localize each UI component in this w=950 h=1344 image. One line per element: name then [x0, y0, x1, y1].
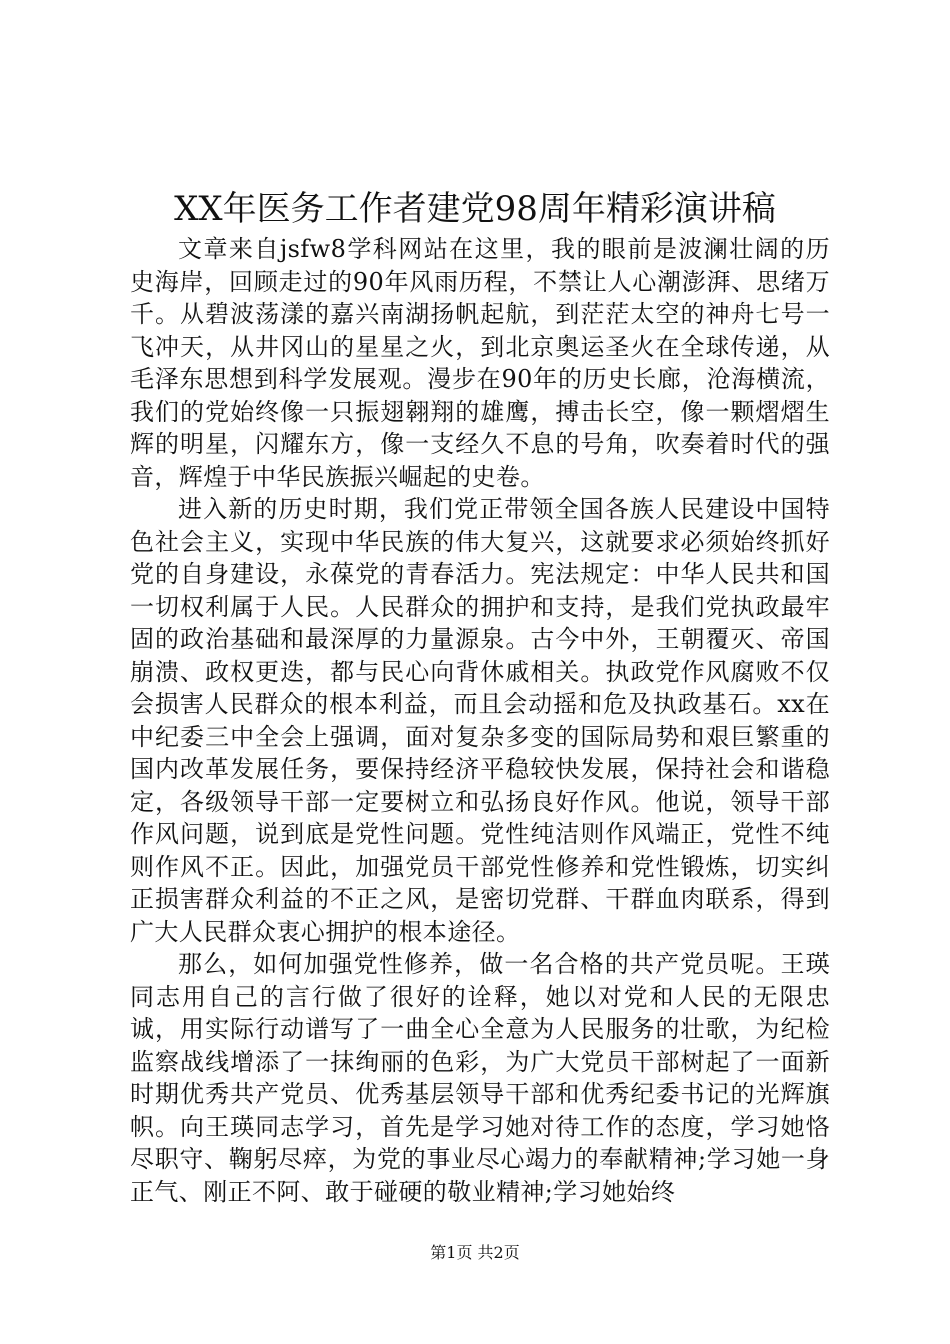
- page-number-footer: 第1页 共2页: [430, 1243, 520, 1262]
- document-body: [130, 233, 830, 1208]
- paragraph-3: 那么，如何加强党性修养，做一名合格的共产党员呢。王瑛同志用自己的言行做了很好的诠释，她以对党和人民的无限忠诚，用实际行动谱写了一曲全心全意为人民服务的壮歌，为纪检监察战线增添了一抹绚丽的色彩，为广大党员干部树起了一面新时期优秀共产党员、优秀基层领导干部和优秀纪委书记的光辉旗帜。向王瑛同志学习，首先是学习她对待工作的态度，学习她恪尽职守、鞠躬尽瘁，为党的事业尽心竭力的奉献精神;学习她一身正气、刚正不阿、敢于碰硬的敬业精神;学习她始终: [130, 950, 830, 1206]
- paragraph-2: 进入新的历史时期，我们党正带领全国各族人民建设中国特色社会主义，实现中华民族的伟大复兴，这就要求必须始终抓好党的自身建设，永葆党的青春活力。宪法规定：中华人民共和国一切权利属于人民。人民群众的拥护和支持，是我们党执政最牢固的政治基础和最深厚的力量源泉。古今中外，王朝覆灭、帝国崩溃、政权更迭，都与民心向背休戚相关。执政党作风腐败不仅会损害人民群众的根本利益，而且会动摇和危及执政基石。xx在中纪委三中全会上强调，面对复杂多变的国际局势和艰巨繁重的国内改革发展任务，要保持经济平稳较快发展，保持社会和谐稳定，各级领导干部一定要树立和弘扬良好作风。他说，领导干部作风问题，说到底是党性问题。党性纯洁则作风端正，党性不纯则作风不正。因此，加强党员干部党性修养和党性锻炼，切实纠正损害群众利益的不正之风，是密切党群、干群血肉联系，得到广大人民群众衷心拥护的根本途径。: [130, 495, 830, 946]
- paragraph-1: 文章来自jsfw8学科网站在这里，我的眼前是波澜壮阔的历史海岸，回顾走过的90年风雨历程，不禁让人心潮澎湃、思绪万千。从碧波荡漾的嘉兴南湖扬帆起航，到茫茫太空的神舟七号一飞冲天，从井冈山的星星之火，到北京奥运圣火在全球传递，从毛泽东思想到科学发展观。漫步在90年的历史长廊，沧海横流，我们的党始终像一只振翅翱翔的雄鹰，搏击长空，像一颗熠熠生辉的明星，闪耀东方，像一支经久不息的号角，吹奏着时代的强音，辉煌于中华民族振兴崛起的史卷。: [130, 235, 830, 491]
- document-title: XX年医务工作者建党98周年精彩演讲稿: [174, 189, 776, 229]
